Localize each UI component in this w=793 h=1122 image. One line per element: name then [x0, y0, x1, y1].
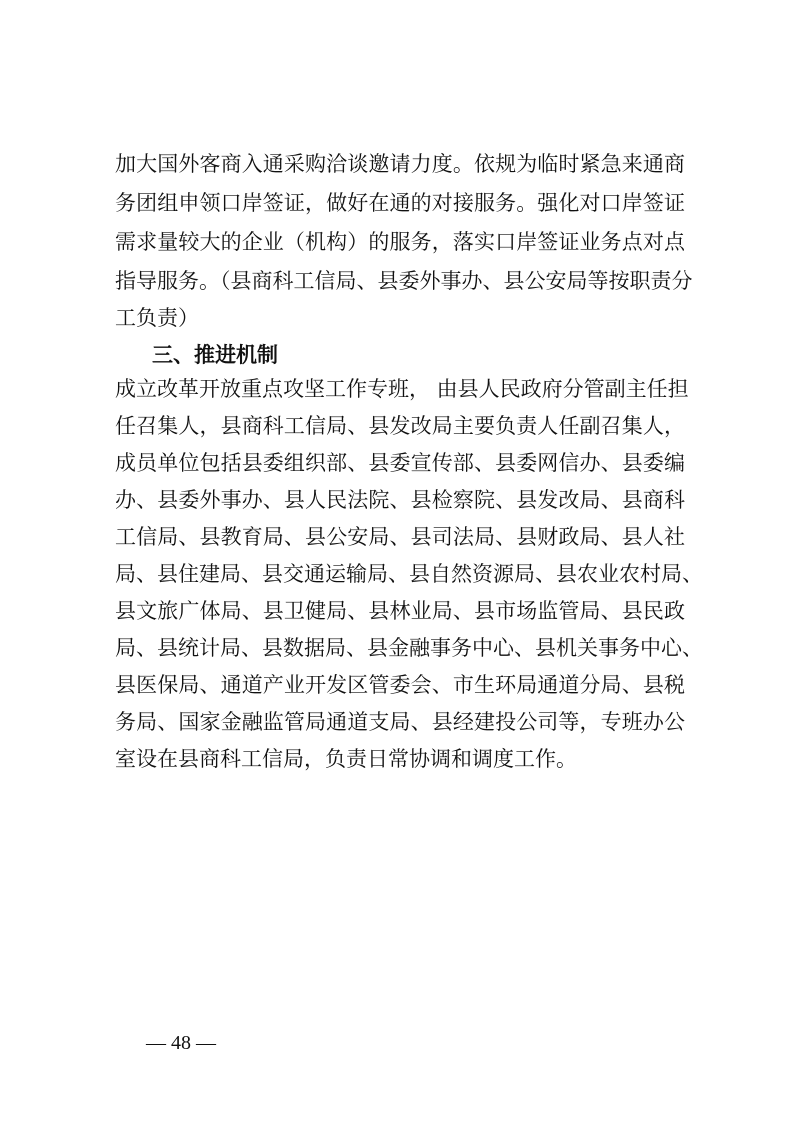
page-number: — 48 — — [146, 1032, 216, 1054]
paragraph-line: 指导服务。（县商科工信局、县委外事办、县公安局等按职责分 — [115, 269, 693, 293]
section-line: 县医保局、通道产业开发区管委会、市生环局通道分局、县税 — [115, 673, 685, 697]
section-line: 室设在县商科工信局，负责日常协调和调度工作。 — [115, 747, 577, 771]
paragraph-line: 需求量较大的企业（机构）的服务，落实口岸签证业务点对点 — [115, 230, 685, 254]
section-heading: 三、推进机制 — [152, 343, 278, 367]
section-line: 办、县委外事办、县人民法院、县检察院、县发改局、县商科 — [115, 488, 685, 512]
section-line: 局、县统计局、县数据局、县金融事务中心、县机关事务中心、 — [115, 636, 703, 660]
section-line: 局、县住建局、县交通运输局、县自然资源局、县农业农村局、 — [115, 562, 703, 586]
paragraph-line: 工负责） — [115, 306, 199, 330]
section-line: 县文旅广体局、县卫健局、县林业局、县市场监管局、县民政 — [115, 599, 685, 623]
paragraph-line: 加大国外客商入通采购洽谈邀请力度。依规为临时紧急来通商 — [115, 152, 685, 176]
section-line: 成立改革开放重点攻坚工作专班， 由县人民政府分管副主任担 — [115, 377, 689, 401]
paragraph-line: 务团组申领口岸签证，做好在通的对接服务。强化对口岸签证 — [115, 191, 685, 215]
section-line: 工信局、县教育局、县公安局、县司法局、县财政局、县人社 — [115, 525, 685, 549]
section-line: 任召集人，县商科工信局、县发改局主要负责人任副召集人， — [115, 414, 685, 438]
section-line: 成员单位包括县委组织部、县委宣传部、县委网信办、县委编 — [115, 451, 685, 475]
section-line: 务局、国家金融监管局通道支局、县经建投公司等，专班办公 — [115, 710, 685, 734]
